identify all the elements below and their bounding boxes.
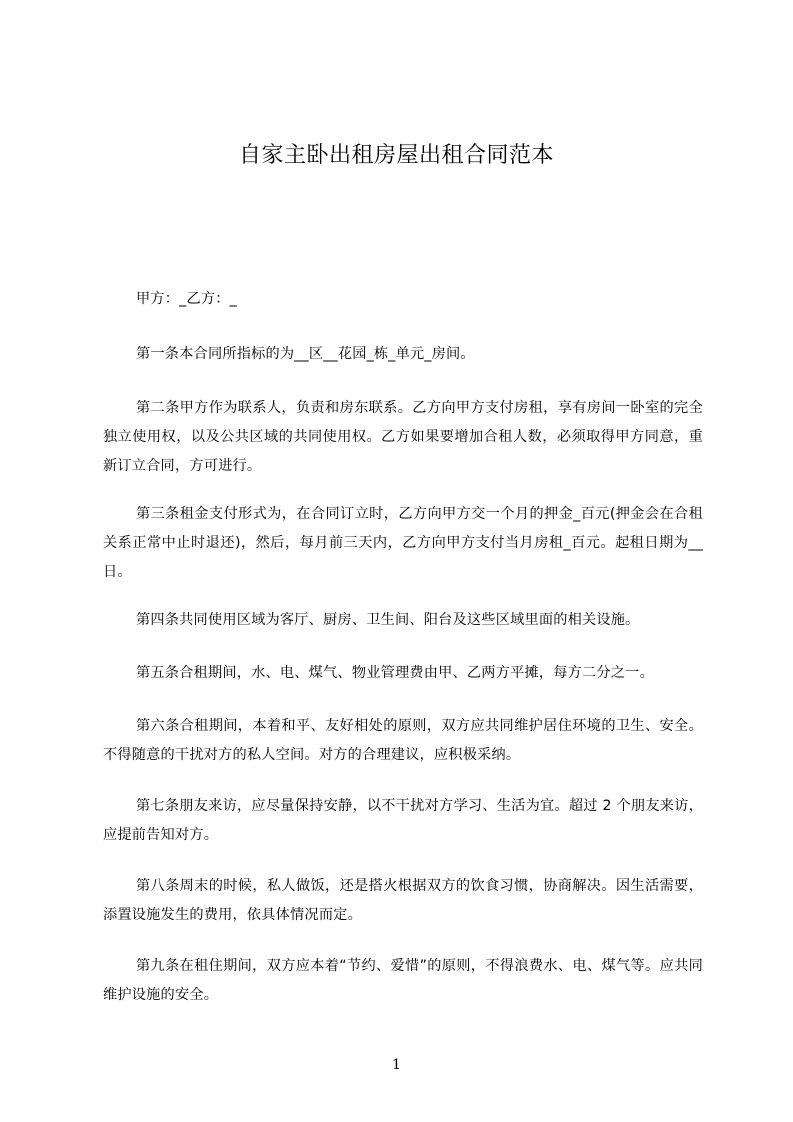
article-4: 第四条共同使用区域为客厅、厨房、卫生间、阳台及这些区域里面的相关设施。 [136, 612, 640, 628]
article-8: 第八条周末的时候，私人做饭，还是搭火根据双方的饮食习惯，协商解决。因生活需要，添置设施发生的费用，依具体情况而定。 [103, 878, 703, 923]
article-2: 第二条甲方作为联系人，负责和房东联系。乙方向甲方支付房租，享有房间一卧室的完全独立使用权，以及公共区域的共同使用权。乙方如果要增加合租人数，必须取得甲方同意，重新订立合同，方可进行。 [103, 400, 703, 474]
article-6: 第六条合租期间，本着和平、友好相处的原则，双方应共同维护居住环境的卫生、安全。不得随意的干扰对方的私人空间。对方的合理建议，应积极采纳。 [103, 718, 703, 763]
article-9: 第九条在租住期间，双方应本着“节约、爱惜”的原则，不得浪费水、电、煤气等。应共同维护设施的安全。 [103, 958, 703, 1003]
parties-line: 甲方：_乙方：_ [136, 291, 237, 307]
page-number: 1 [392, 1057, 401, 1073]
article-1: 第一条本合同所指标的为__区__花园_栋_单元_房间。 [136, 346, 475, 362]
article-5: 第五条合租期间，水、电、煤气、物业管理费由甲、乙两方平摊，每方二分之一。 [136, 665, 654, 681]
article-3: 第三条租金支付形式为，在合同订立时，乙方向甲方交一个月的押金_百元(押金会在合租关系正常中止时退还)，然后，每月前三天内，乙方向甲方支付当月房租_百元。起租日期为__日。 [103, 506, 703, 580]
page-title: 自家主卧出租房屋出租合同范本 [238, 143, 554, 168]
article-7: 第七条朋友来访，应尽量保持安静，以不干扰对方学习、生活为宜。超过 2 个朋友来访，应提前告知对方。 [103, 798, 703, 843]
